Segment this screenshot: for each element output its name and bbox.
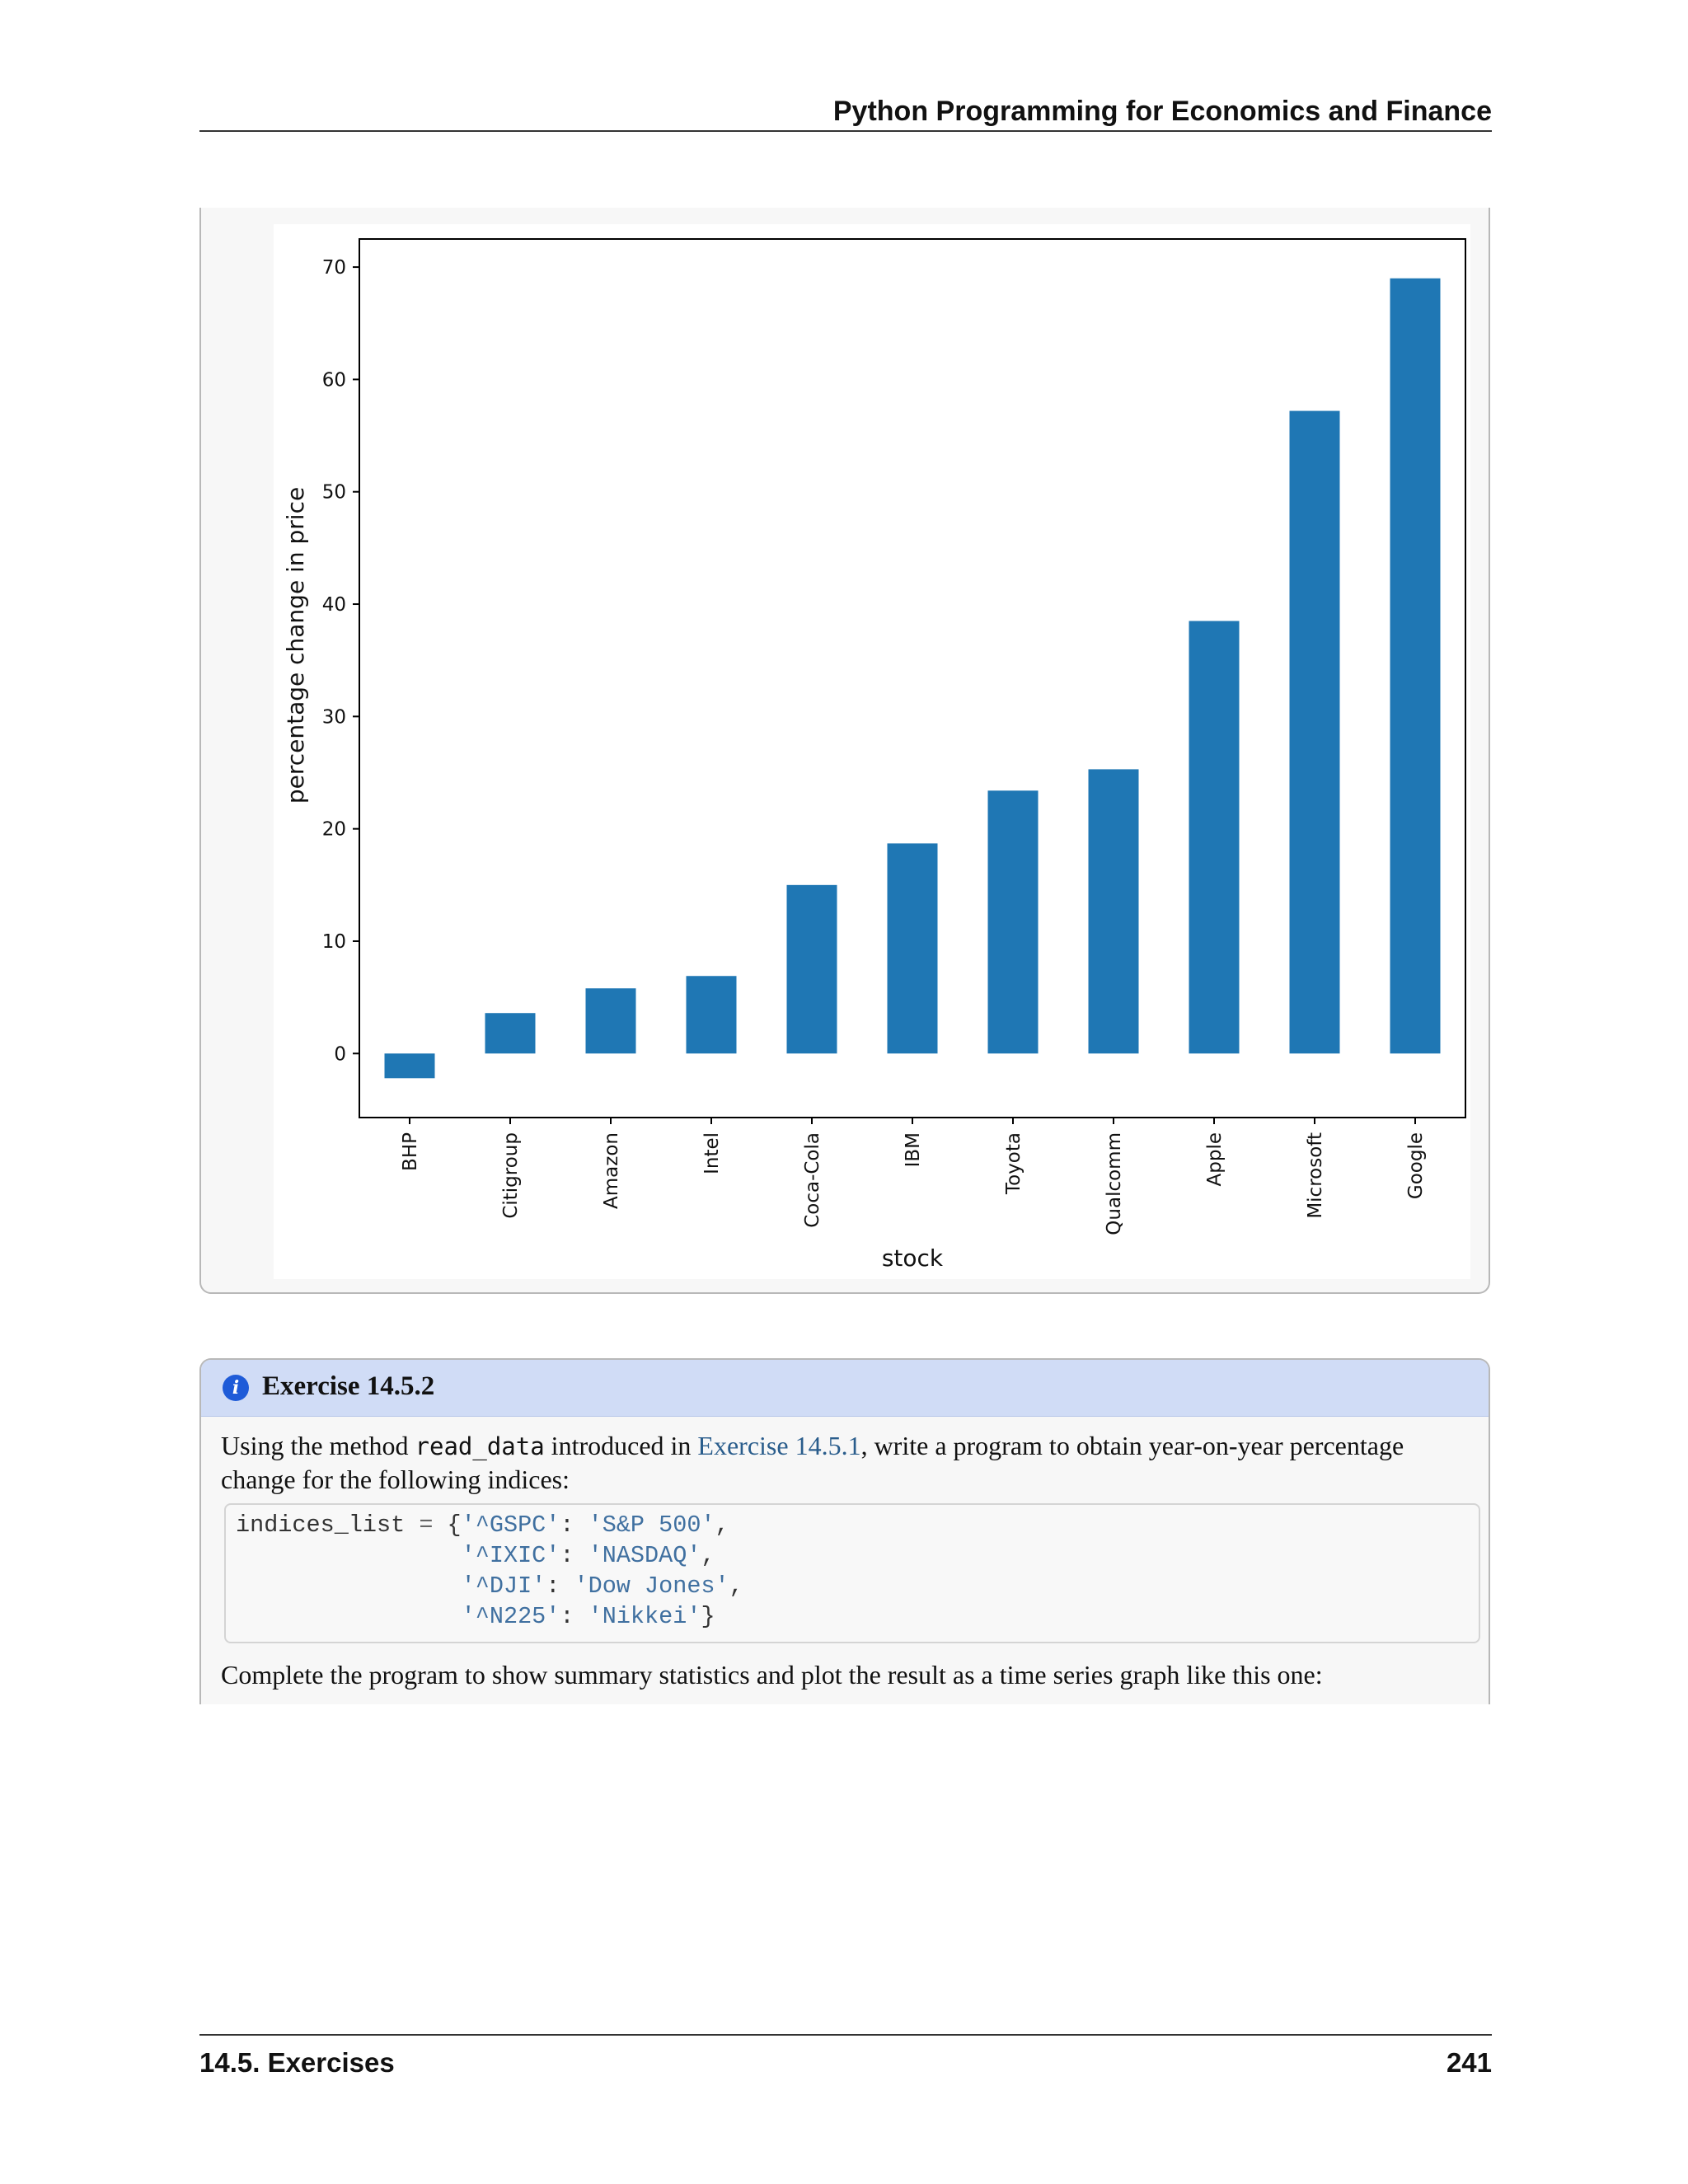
exercise-outro: Complete the program to show summary statistics and plot the result as a time series graph like this one: bbox=[221, 1660, 1323, 1690]
bar-google bbox=[1390, 279, 1441, 1054]
x-tick-label: Google bbox=[1405, 1132, 1427, 1200]
exercise-admonition bbox=[199, 1358, 1490, 1704]
x-tick-label: Intel bbox=[701, 1132, 723, 1174]
bar-coca-cola bbox=[787, 885, 837, 1053]
x-tick-label: Citigroup bbox=[500, 1132, 522, 1219]
page-number: 241 bbox=[1446, 2047, 1492, 2078]
x-tick-label: IBM bbox=[903, 1132, 924, 1168]
exercise-title: Exercise 14.5.2 bbox=[262, 1371, 435, 1401]
y-tick-label: 30 bbox=[321, 706, 346, 729]
x-tick-label: Microsoft bbox=[1305, 1132, 1326, 1219]
intro-text: Using the method bbox=[221, 1431, 415, 1460]
exercise-header bbox=[201, 1360, 1489, 1417]
bar-intel bbox=[687, 976, 737, 1053]
y-tick-label: 40 bbox=[321, 594, 346, 616]
bar-citigroup bbox=[485, 1013, 536, 1053]
x-axis-label: stock bbox=[881, 1244, 944, 1272]
info-icon: i bbox=[223, 1375, 249, 1401]
code-line-1: indices_list = {'^GSPC': 'S&P 500', bbox=[236, 1511, 729, 1539]
y-tick-label: 0 bbox=[334, 1043, 346, 1066]
x-tick-label: Amazon bbox=[601, 1132, 622, 1209]
inline-code-method: read_data bbox=[415, 1432, 545, 1460]
y-tick-label: 10 bbox=[321, 930, 346, 953]
intro-text-middle: introduced in bbox=[544, 1431, 698, 1460]
bar-toyota bbox=[988, 790, 1039, 1053]
y-axis-label: percentage change in price bbox=[282, 486, 309, 804]
x-tick-label: Toyota bbox=[1003, 1132, 1025, 1195]
exercise-link[interactable]: Exercise 14.5.1 bbox=[697, 1431, 861, 1460]
y-tick-label: 70 bbox=[321, 257, 346, 279]
y-tick-label: 50 bbox=[321, 481, 346, 504]
y-tick-label: 20 bbox=[321, 818, 346, 841]
running-footer bbox=[199, 2034, 1492, 2082]
bar-qualcomm bbox=[1089, 769, 1139, 1053]
bar-chart bbox=[274, 224, 1470, 1279]
bar-bhp bbox=[385, 1053, 435, 1078]
code-line-4: '^N225': 'Nikkei'} bbox=[461, 1603, 715, 1630]
x-tick-label: Qualcomm bbox=[1104, 1132, 1125, 1235]
bar-apple bbox=[1189, 621, 1240, 1053]
bar-microsoft bbox=[1290, 411, 1340, 1054]
y-tick-label: 60 bbox=[321, 369, 346, 391]
intro-text-after: , write a program to obtain year-on-year percentage change for the following indices: bbox=[221, 1431, 1404, 1494]
footer-section: 14.5. Exercises bbox=[199, 2047, 395, 2078]
chart-svg bbox=[274, 224, 1470, 1279]
x-tick-label: Coca-Cola bbox=[802, 1132, 823, 1228]
code-line-2: '^IXIC': 'NASDAQ', bbox=[461, 1542, 715, 1569]
bar-amazon bbox=[586, 988, 636, 1053]
bar-ibm bbox=[888, 843, 938, 1053]
code-block bbox=[224, 1503, 1480, 1643]
exercise-intro bbox=[221, 1429, 1472, 1496]
x-tick-label: Apple bbox=[1204, 1132, 1226, 1187]
running-header: Python Programming for Economics and Finance bbox=[199, 92, 1492, 132]
code-line-3: '^DJI': 'Dow Jones', bbox=[461, 1572, 743, 1600]
x-tick-label: BHP bbox=[400, 1132, 421, 1171]
